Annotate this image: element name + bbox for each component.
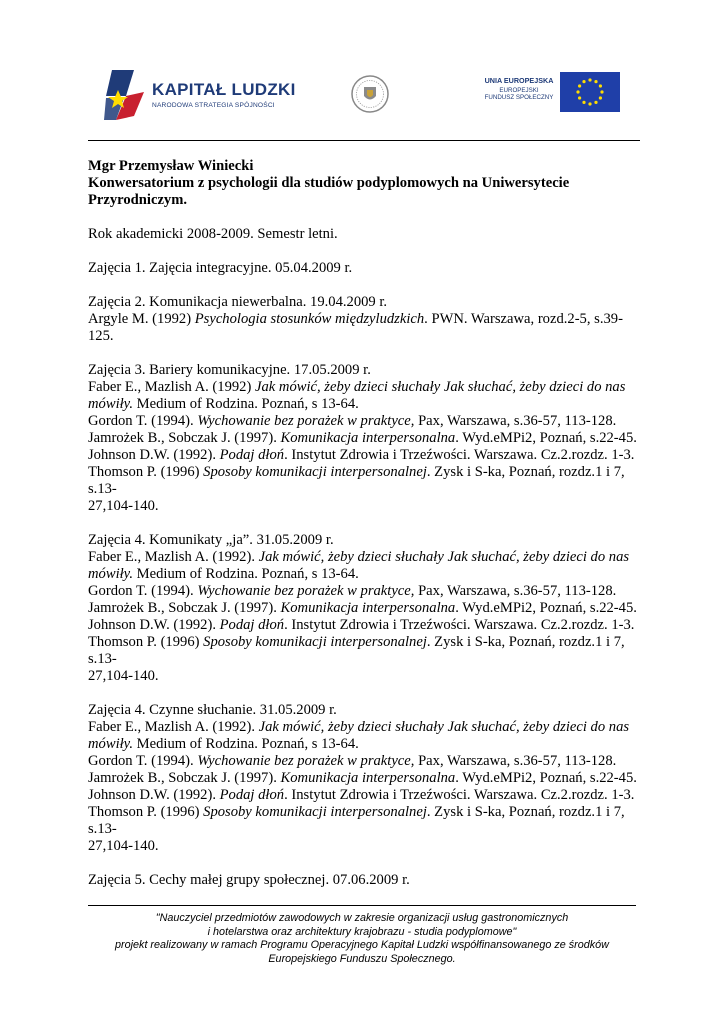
reference-thomson-pages: s.13-	[88, 821, 117, 837]
reference-faber: Faber E., Mazlish A. (1992). Jak mówić, żeby dzieci słuchały Jak słuchać, żeby dzieci do nas mówiły. Medium of Rodzina. Poznań, s 13-64.	[88, 719, 630, 752]
kapital-ludzki-logo	[104, 66, 296, 124]
eu-line2: EUROPEJSKI	[499, 87, 539, 94]
reference-thomson-pages: s.13-	[88, 481, 117, 497]
reference-thomson: Thomson P. (1996) Sposoby komunikacji interpersonalnej. Zysk i S-ka, Poznań, rozdz.1 i 7,	[88, 464, 625, 480]
author-name: Mgr Przemysław Winiecki	[88, 158, 254, 174]
reference-faber: Faber E., Mazlish A. (1992) Jak mówić, żeby dzieci słuchały Jak słuchać, żeby dzieci do nas mówiły. Medium of Rodzina. Poznań, s 13-64.	[88, 379, 626, 412]
session-2: Zajęcia 2. Komunikacja niewerbalna. 19.04.2009 r.	[88, 294, 388, 310]
reference-thomson-pages-2: 27,104-140.	[88, 498, 159, 514]
footer-divider	[88, 905, 636, 906]
reference-thomson-pages-2: 27,104-140.	[88, 838, 159, 854]
footer-line-1: "Nauczyciel przedmiotów zawodowych w zakresie organizacji usług gastronomicznych	[155, 912, 569, 924]
session-4b: Zajęcia 4. Czynne słuchanie. 31.05.2009 r.	[88, 702, 337, 718]
page-header	[0, 0, 724, 140]
reference-johnson: Johnson D.W. (1992). Podaj dłoń. Instytut Zdrowia i Trzeźwości. Warszawa. Cz.2.rozdz. 1-3.	[88, 617, 635, 633]
header-divider	[88, 140, 640, 141]
reference-argyle: Argyle M. (1992) Psychologia stosunków międzyludzkich. PWN. Warszawa, rozd.2-5, s.39-125.	[88, 311, 623, 344]
reference-thomson-pages: s.13-	[88, 651, 117, 667]
reference-thomson-pages-2: 27,104-140.	[88, 668, 159, 684]
session-1: Zajęcia 1. Zajęcia integracyjne. 05.04.2009 r.	[88, 260, 353, 276]
eu-text	[484, 76, 554, 101]
reference-gordon: Gordon T. (1994). Wychowanie bez porażek w praktyce, Pax, Warszawa, s.36-57, 113-128.	[88, 413, 617, 429]
course-title: Konwersatorium z psychologii dla studiów podyplomowych na Uniwersytecie Przyrodniczym.	[88, 175, 570, 208]
reference-johnson: Johnson D.W. (1992). Podaj dłoń. Instytut Zdrowia i Trzeźwości. Warszawa. Cz.2.rozdz. 1-3.	[88, 447, 635, 463]
footer-line-4: Europejskiego Funduszu Społecznego.	[268, 952, 456, 965]
reference-jamrozek: Jamrożek B., Sobczak J. (1997). Komunikacja interpersonalna. Wyd.eMPi2, Poznań, s.22-45.	[88, 600, 637, 616]
footer-line-3: projekt realizowany w ramach Programu Operacyjnego Kapitał Ludzki współfinansowanego ze środków	[115, 939, 609, 951]
reference-gordon: Gordon T. (1994). Wychowanie bez porażek w praktyce, Pax, Warszawa, s.36-57, 113-128.	[88, 753, 617, 769]
footer-line-2: i hotelarstwa oraz architektury krajobrazu - studia podyplomowe"	[207, 925, 517, 938]
reference-jamrozek: Jamrożek B., Sobczak J. (1997). Komunikacja interpersonalna. Wyd.eMPi2, Poznań, s.22-45.	[88, 430, 637, 446]
eu-logo	[484, 70, 624, 114]
kapital-ludzki-subtitle: NARODOWA STRATEGIA SPÓJNOŚCI	[152, 102, 275, 109]
kapital-ludzki-mark-icon	[104, 66, 148, 124]
page-footer	[88, 912, 636, 966]
university-seal-icon	[350, 74, 390, 114]
reference-johnson: Johnson D.W. (1992). Podaj dłoń. Instytut Zdrowia i Trzeźwości. Warszawa. Cz.2.rozdz. 1-3.	[88, 787, 635, 803]
eu-line3: FUNDUSZ SPOŁECZNY	[484, 94, 554, 101]
reference-faber: Faber E., Mazlish A. (1992). Jak mówić, żeby dzieci słuchały Jak słuchać, żeby dzieci do nas mówiły. Medium of Rodzina. Poznań, s 13-64.	[88, 549, 630, 582]
reference-jamrozek: Jamrożek B., Sobczak J. (1997). Komunikacja interpersonalna. Wyd.eMPi2, Poznań, s.22-45.	[88, 770, 637, 786]
session-4: Zajęcia 4. Komunikaty „ja”. 31.05.2009 r.	[88, 532, 334, 548]
reference-thomson: Thomson P. (1996) Sposoby komunikacji interpersonalnej. Zysk i S-ka, Poznań, rozdz.1 i 7,	[88, 634, 625, 650]
document-body	[88, 158, 644, 889]
reference-gordon: Gordon T. (1994). Wychowanie bez porażek w praktyce, Pax, Warszawa, s.36-57, 113-128.	[88, 583, 617, 599]
kapital-ludzki-title: KAPITAŁ LUDZKI	[152, 80, 296, 99]
academic-year: Rok akademicki 2008-2009. Semestr letni.	[88, 226, 338, 242]
eu-flag-icon	[560, 72, 620, 112]
eu-line1: UNIA EUROPEJSKA	[484, 76, 554, 85]
reference-thomson: Thomson P. (1996) Sposoby komunikacji interpersonalnej. Zysk i S-ka, Poznań, rozdz.1 i 7,	[88, 804, 625, 820]
session-5: Zajęcia 5. Cechy małej grupy społecznej. 07.06.2009 r.	[88, 872, 410, 888]
session-3: Zajęcia 3. Bariery komunikacyjne. 17.05.2009 r.	[88, 362, 371, 378]
